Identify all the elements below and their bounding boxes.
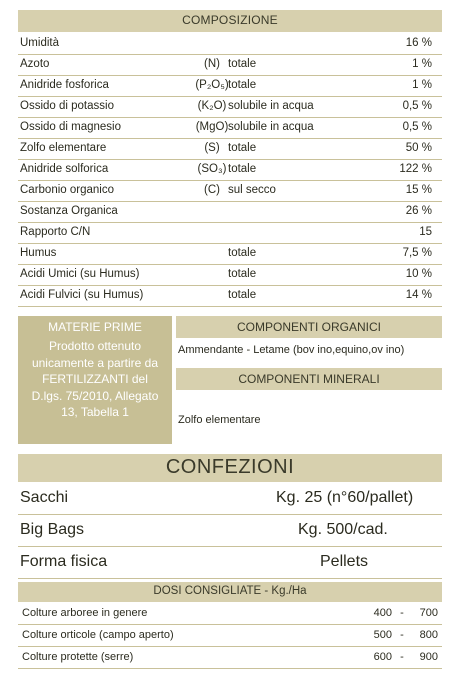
row-name: Ossido di potassio xyxy=(20,100,114,112)
row-name: Sostanza Organica xyxy=(20,205,118,217)
row-symbol: (MgO) xyxy=(195,121,229,133)
table-row xyxy=(18,33,442,55)
row-mode: totale xyxy=(228,58,257,70)
table-row xyxy=(18,75,442,97)
dosi-min: 600 xyxy=(373,651,392,663)
row-value: 1 % xyxy=(412,79,432,91)
row-name: Azoto xyxy=(20,58,50,70)
row-value: 15 xyxy=(419,226,432,238)
dosi-max: 900 xyxy=(419,651,438,663)
row-mode: sul secco xyxy=(228,184,276,196)
row-mode: totale xyxy=(228,268,257,280)
row-name: Carbonio organico xyxy=(20,184,114,196)
table-row xyxy=(18,54,442,76)
table-row xyxy=(18,138,442,160)
table-row xyxy=(18,222,442,244)
row-value: 7,5 % xyxy=(402,247,432,259)
row-name: Humus xyxy=(20,247,57,259)
dosi-crop: Colture orticole (campo aperto) xyxy=(22,629,174,641)
dosi-min: 500 xyxy=(373,629,392,641)
row-symbol: (C) xyxy=(204,184,220,196)
row-mode: totale xyxy=(228,142,257,154)
componenti-organici-header xyxy=(176,316,442,338)
dosi-title: DOSI CONSIGLIATE - Kg./Ha xyxy=(153,585,307,597)
dosi-max: 800 xyxy=(419,629,438,641)
dosi-crop: Colture protette (serre) xyxy=(22,651,134,663)
dosi-row xyxy=(18,647,442,669)
composizione-header xyxy=(18,10,442,32)
confezioni-value: Kg. 500/cad. xyxy=(298,521,388,538)
confezioni-row xyxy=(18,548,442,579)
table-row xyxy=(18,243,442,265)
row-value: 50 % xyxy=(405,142,432,154)
componenti-minerali-title: COMPONENTI MINERALI xyxy=(238,372,380,386)
row-name: Acidi Fulvici (su Humus) xyxy=(20,289,144,301)
table-row xyxy=(18,117,442,139)
composizione-title: COMPOSIZIONE xyxy=(182,13,278,27)
materie-prime-title: MATERIE PRIME xyxy=(48,320,142,334)
row-value: 122 % xyxy=(399,163,432,175)
confezioni-value: Pellets xyxy=(320,553,369,570)
row-name: Rapporto C/N xyxy=(20,226,91,238)
row-mode: totale xyxy=(228,289,257,301)
row-value: 26 % xyxy=(405,205,432,217)
table-row xyxy=(18,285,442,307)
row-mode: totale xyxy=(228,79,257,91)
row-mode: solubile in acqua xyxy=(228,121,314,133)
confezioni-value: Kg. 25 (n°60/pallet) xyxy=(276,489,414,506)
dosi-max: 700 xyxy=(419,607,438,619)
materie-prime-text: Prodotto ottenuto unicamente a partire da FERTILIZZANTI del D.lgs. 75/2010, Allegato 13, Tabella 1 xyxy=(31,339,159,419)
row-value: 16 % xyxy=(405,37,432,49)
componenti-minerali-header xyxy=(176,368,442,390)
dosi-dash: - xyxy=(400,651,404,663)
confezioni-label: Big Bags xyxy=(20,521,85,538)
row-mode: solubile in acqua xyxy=(228,100,314,112)
materie-prime-box xyxy=(18,316,172,444)
row-value: 0,5 % xyxy=(402,121,432,133)
row-symbol: (P₂O₅) xyxy=(195,79,229,91)
row-name: Anidride fosforica xyxy=(20,79,109,91)
confezioni-label: Forma fisica xyxy=(20,553,108,570)
row-name: Ossido di magnesio xyxy=(20,121,121,133)
confezioni-row xyxy=(18,484,442,515)
table-row xyxy=(18,264,442,286)
row-symbol: (SO₃) xyxy=(197,163,227,175)
dosi-dash: - xyxy=(400,607,404,619)
dosi-row xyxy=(18,625,442,647)
dosi-header xyxy=(18,582,442,602)
table-row xyxy=(18,201,442,223)
row-mode: totale xyxy=(228,247,257,259)
row-symbol: (K₂O) xyxy=(197,100,227,112)
row-value: 10 % xyxy=(405,268,432,280)
row-value: 1 % xyxy=(412,58,432,70)
row-value: 14 % xyxy=(405,289,432,301)
table-row xyxy=(18,96,442,118)
row-value: 0,5 % xyxy=(402,100,432,112)
componenti-organici-text: Ammendante - Letame (bov ino,equino,ov ino) xyxy=(178,344,405,356)
componenti-organici-title: COMPONENTI ORGANICI xyxy=(236,320,381,334)
row-symbol: (S) xyxy=(204,142,220,154)
row-name: Acidi Umici (su Humus) xyxy=(20,268,140,280)
dosi-dash: - xyxy=(400,629,404,641)
confezioni-label: Sacchi xyxy=(20,489,69,506)
row-name: Zolfo elementare xyxy=(20,142,107,154)
confezioni-row xyxy=(18,516,442,547)
confezioni-title: CONFEZIONI xyxy=(165,456,295,478)
row-symbol: (N) xyxy=(204,58,220,70)
row-value: 15 % xyxy=(405,184,432,196)
dosi-min: 400 xyxy=(373,607,392,619)
componenti-minerali-text: Zolfo elementare xyxy=(178,414,261,426)
table-row xyxy=(18,180,442,202)
row-name: Anidride solforica xyxy=(20,163,109,175)
table-row xyxy=(18,159,442,181)
dosi-row xyxy=(18,603,442,625)
row-name: Umidità xyxy=(20,37,59,49)
dosi-crop: Colture arboree in genere xyxy=(22,607,148,619)
confezioni-header xyxy=(18,454,442,482)
row-mode: totale xyxy=(228,163,257,175)
